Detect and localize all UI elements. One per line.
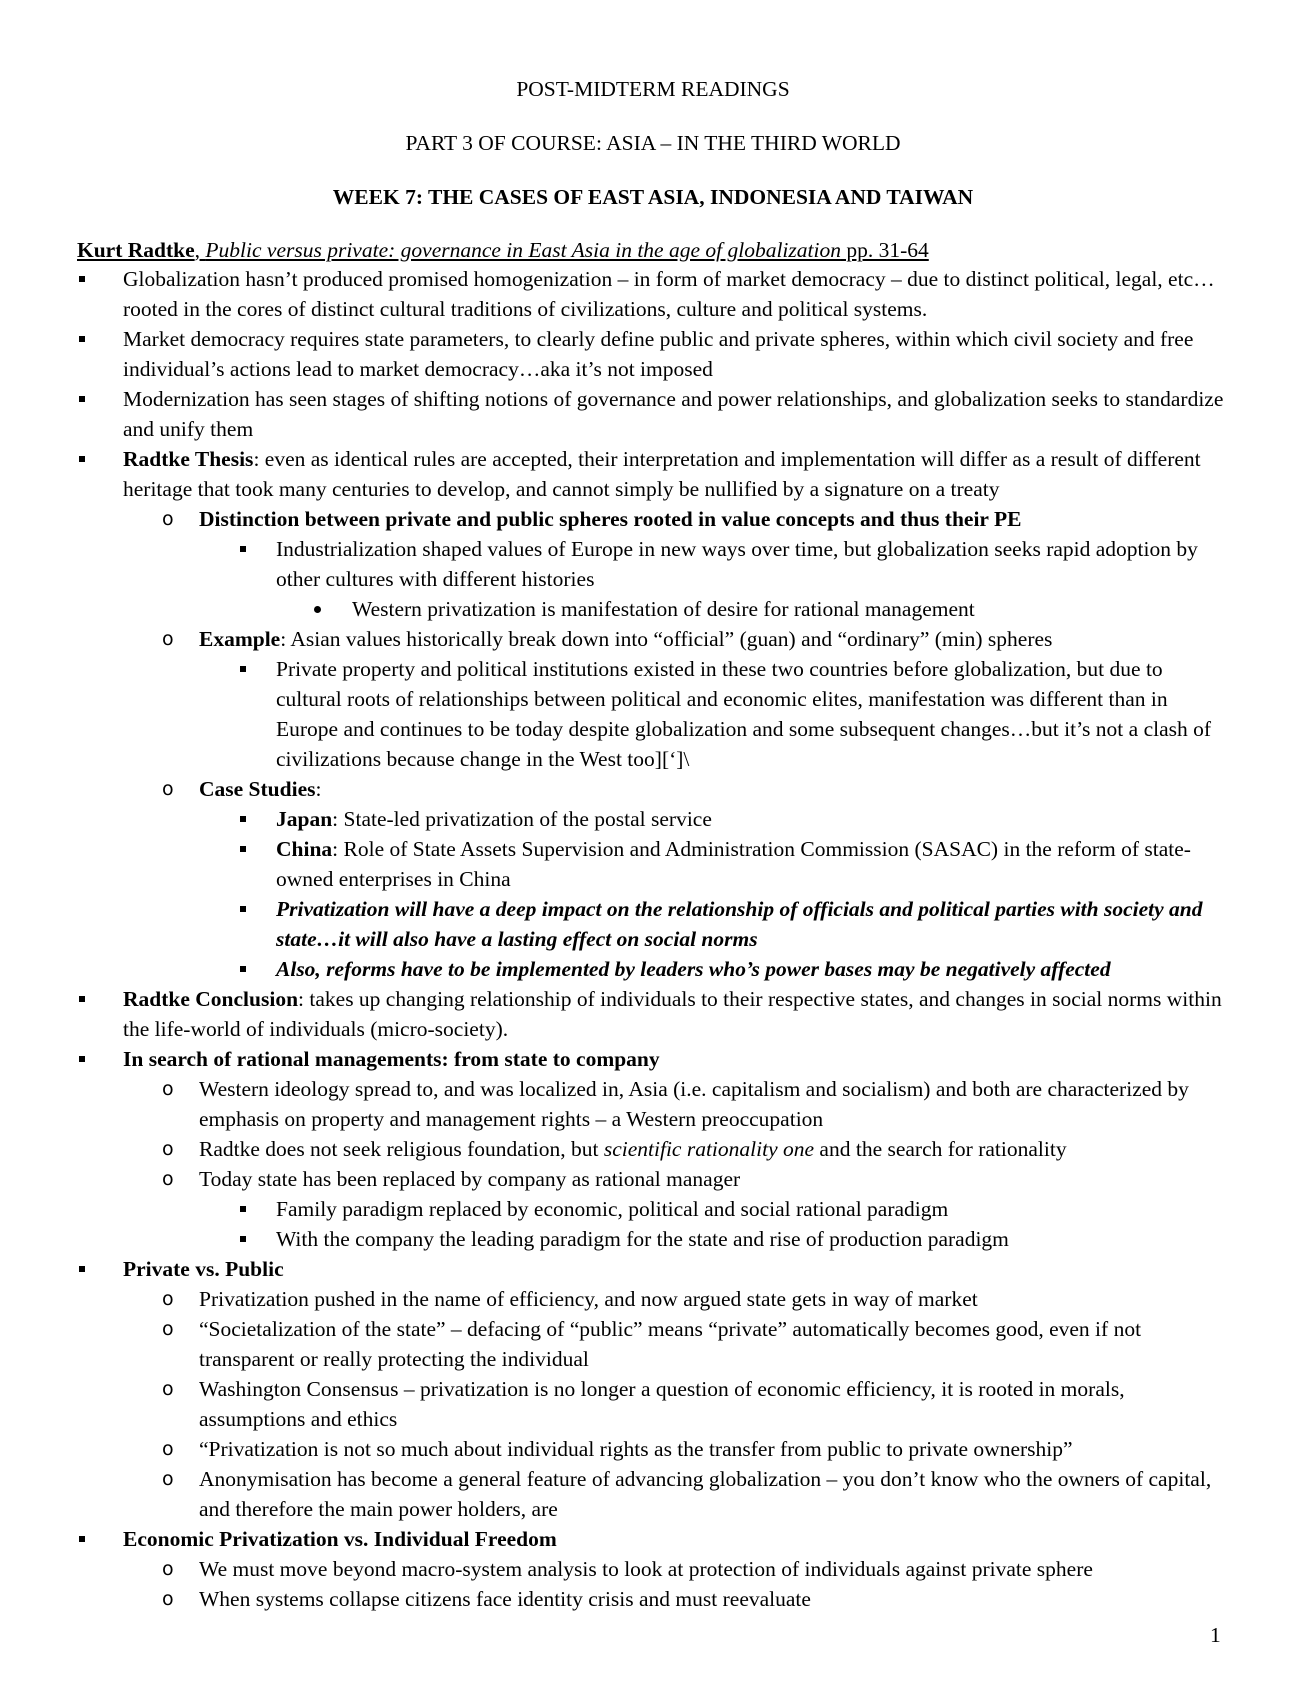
list-item: o Example: Asian values historically break down into “official” (guan) and “ordinary” (min) spheres	[77, 624, 1227, 654]
circle-bullet-icon: o	[162, 1288, 174, 1310]
list-item: Western privatization is manifestation of desire for rational management	[77, 594, 1227, 624]
header-title: POST-MIDTERM READINGS	[516, 77, 790, 101]
circle-bullet-icon: o	[162, 1468, 174, 1490]
square-bullet-icon	[240, 546, 246, 552]
source-title: Public versus private: governance in East Asia in the age of globalization	[205, 238, 841, 262]
circle-bullet-icon: o	[162, 1078, 174, 1100]
list-item: o When systems collapse citizens face identity crisis and must reevaluate	[77, 1584, 1227, 1614]
circle-bullet-icon: o	[162, 1138, 174, 1160]
list-item: Radtke Conclusion: takes up changing relationship of individuals to their respective states, and changes in social norms within the life-world of individuals (micro-society).	[77, 984, 1227, 1044]
header-week: WEEK 7: THE CASES OF EAST ASIA, INDONESIA AND TAIWAN	[332, 185, 974, 209]
circle-bullet-icon: o	[162, 1588, 174, 1610]
square-bullet-icon	[240, 666, 246, 672]
source-citation: Kurt Radtke, Public versus private: governance in East Asia in the age of globalization pp. 31-64	[77, 238, 929, 262]
list-item: Market democracy requires state parameters, to clearly define public and private spheres, within which civil society and free individual’s actions lead to market democracy…aka it’s not imposed	[77, 324, 1227, 384]
list-item: With the company the leading paradigm for the state and rise of production paradigm	[77, 1224, 1227, 1254]
square-bullet-icon	[79, 396, 85, 402]
list-item: Privatization will have a deep impact on the relationship of officials and political parties with society and state…it will also have a lasting effect on social norms	[77, 894, 1227, 954]
list-item: Radtke Thesis: even as identical rules are accepted, their interpretation and implementation will differ as a result of different heritage that took many centuries to develop, and cannot simply be nullified by a signature on a treaty	[77, 444, 1227, 504]
list-item: o We must move beyond macro-system analysis to look at protection of individuals against private sphere	[77, 1554, 1227, 1584]
list-item: o Western ideology spread to, and was localized in, Asia (i.e. capitalism and socialism) and both are characterized by emphasis on property and management rights – a Western preoccupation	[77, 1074, 1227, 1134]
list-item: Family paradigm replaced by economic, political and social rational paradigm	[77, 1194, 1227, 1224]
circle-bullet-icon: o	[162, 628, 174, 650]
square-bullet-icon	[79, 1536, 85, 1542]
square-bullet-icon	[79, 996, 85, 1002]
square-bullet-icon	[240, 1236, 246, 1242]
bullet-list	[77, 264, 1227, 1614]
circle-bullet-icon: o	[162, 778, 174, 800]
square-bullet-icon	[79, 336, 85, 342]
square-bullet-icon	[240, 846, 246, 852]
list-item: Modernization has seen stages of shifting notions of governance and power relationships, and globalization seeks to standardize and unify them	[77, 384, 1227, 444]
list-item: o Today state has been replaced by company as rational manager	[77, 1164, 1227, 1194]
list-item: o “Privatization is not so much about individual rights as the transfer from public to private ownership”	[77, 1434, 1227, 1464]
list-item: Economic Privatization vs. Individual Freedom	[77, 1524, 1227, 1554]
square-bullet-icon	[240, 1206, 246, 1212]
list-item: Globalization hasn’t produced promised homogenization – in form of market democracy – due to distinct political, legal, etc… rooted in the cores of distinct cultural traditions of civilizations, culture and political systems.	[77, 264, 1227, 324]
square-bullet-icon	[79, 456, 85, 462]
list-item: o Washington Consensus – privatization is no longer a question of economic efficiency, it is rooted in morals, assumptions and ethics	[77, 1374, 1227, 1434]
square-bullet-icon	[240, 816, 246, 822]
list-item: In search of rational managements: from state to company	[77, 1044, 1227, 1074]
list-item: Industrialization shaped values of Europe in new ways over time, but globalization seeks rapid adoption by other cultures with different histories	[77, 534, 1227, 594]
list-item: o Anonymisation has become a general feature of advancing globalization – you don’t know who the owners of capital, and therefore the main power holders, are	[77, 1464, 1227, 1524]
circle-bullet-icon: o	[162, 1318, 174, 1340]
list-item: China: Role of State Assets Supervision and Administration Commission (SASAC) in the reform of state-owned enterprises in China	[77, 834, 1227, 894]
square-bullet-icon	[240, 966, 246, 972]
list-item: o Privatization pushed in the name of efficiency, and now argued state gets in way of market	[77, 1284, 1227, 1314]
square-bullet-icon	[79, 1056, 85, 1062]
list-item: Private property and political institutions existed in these two countries before globalization, but due to cultural roots of relationships between political and economic elites, manifestation was different than in Europe and continues to be today despite globalization and some subsequent changes…but it’s not a clash of civilizations because change in the West too][‘]\	[77, 654, 1227, 774]
source-author: Kurt Radtke	[77, 238, 195, 262]
notes-body	[77, 236, 1227, 1614]
circle-bullet-icon: o	[162, 508, 174, 530]
source-pages: pp. 31-64	[840, 238, 929, 262]
circle-bullet-icon: o	[162, 1558, 174, 1580]
square-bullet-icon	[79, 1266, 85, 1272]
list-item: Japan: State-led privatization of the postal service	[77, 804, 1227, 834]
list-item: o Radtke does not seek religious foundation, but scientific rationality one and the search for rationality	[77, 1134, 1227, 1164]
page-number: 1	[1210, 1623, 1221, 1647]
list-item: Private vs. Public	[77, 1254, 1227, 1284]
list-item: Also, reforms have to be implemented by leaders who’s power bases may be negatively affected	[77, 954, 1227, 984]
circle-bullet-icon: o	[162, 1378, 174, 1400]
square-bullet-icon	[240, 906, 246, 912]
header-part: PART 3 OF COURSE: ASIA – IN THE THIRD WORLD	[405, 131, 901, 155]
circle-bullet-icon: o	[162, 1168, 174, 1190]
circle-bullet-icon: o	[162, 1438, 174, 1460]
list-item: o Distinction between private and public spheres rooted in value concepts and thus their PE	[77, 504, 1227, 534]
list-item: o Case Studies:	[77, 774, 1227, 804]
list-item: o “Societalization of the state” – defacing of “public” means “private” automatically becomes good, even if not transparent or really protecting the individual	[77, 1314, 1227, 1374]
square-bullet-icon	[79, 276, 85, 282]
dot-bullet-icon	[314, 606, 321, 613]
